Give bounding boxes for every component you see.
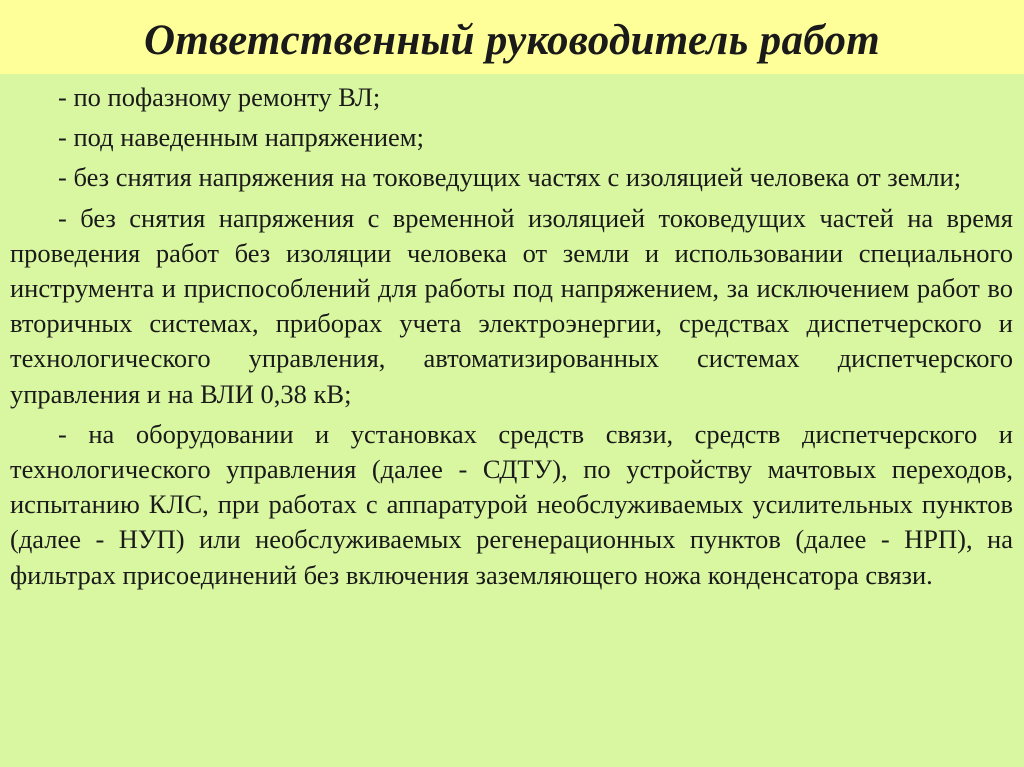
list-item: - по пофазному ремонту ВЛ; [58, 82, 381, 112]
title-bar [0, 0, 1024, 74]
list-item: - на оборудовании и установках средств связи, средств диспетчерского и технологического управления (далее - СДТУ), по устройству мачтовых переходов, испытанию КЛС, при работах с аппаратурой необслуживаемых усилительных пунктов (далее - НУП) или необслуживаемых регенерационных пунктов (далее - НРП), на фильтрах присоединений без включения заземляющего ножа конденсатора связи. [10, 418, 1013, 590]
list-item: - без снятия напряжения на токоведущих частях с изоляцией человека от земли; [58, 162, 962, 193]
list-item: - без снятия напряжения с временной изоляцией токоведущих частей на время проведения работ без изоляции человека от земли и использовании специального инструмента и приспособлений для работы под напряжением, за исключением работ во вторичных системах, приборах учета электроэнергии, средствах диспетчерского и технологического управления, автоматизированных системах диспетчерского управления и на ВЛИ 0,38 кВ; [10, 202, 1013, 409]
slide-body [10, 80, 1013, 598]
list-item: - под наведенным напряжением; [58, 122, 424, 153]
slide-title: Ответственный руководитель работ [143, 16, 880, 64]
